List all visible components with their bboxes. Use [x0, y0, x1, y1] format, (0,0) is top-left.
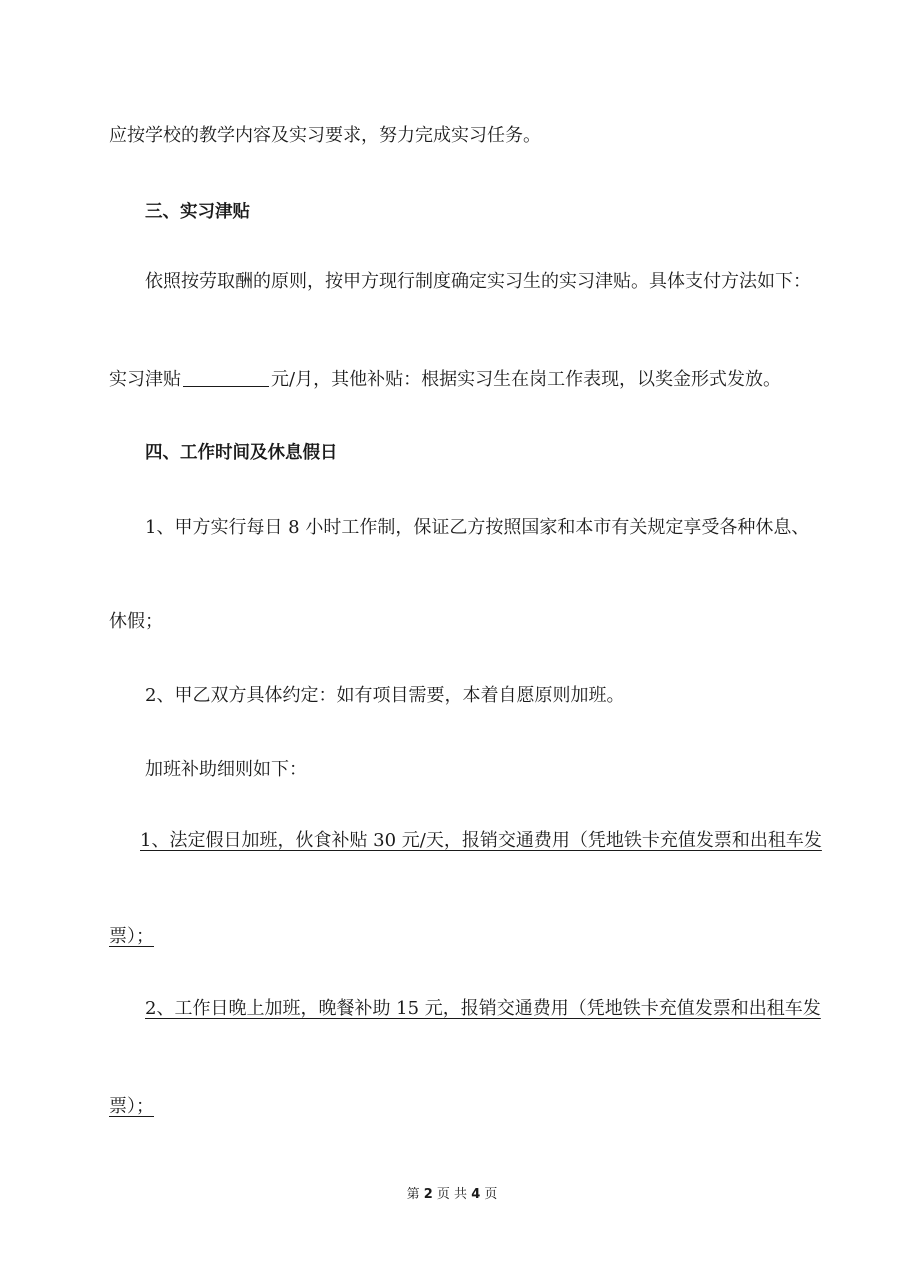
allowance-amount-blank — [183, 368, 269, 387]
paragraph-item1-line1: 1、甲方实行每日 8 小时工作制，保证乙方按照国家和本市有关规定享受各种休息、 — [145, 517, 810, 538]
overtime-rule2-line2: 票）； — [109, 1096, 154, 1117]
overtime-rule2-line1: 2、工作日晚上加班，晚餐补助 15 元，报销交通费用（凭地铁卡充值发票和出租车发 — [145, 998, 821, 1019]
page-footer — [0, 1186, 904, 1204]
footer-prefix: 第 — [406, 1187, 420, 1202]
footer-middle: 页 共 — [436, 1187, 468, 1202]
footer-total-pages: 4 — [471, 1187, 481, 1202]
allowance-rest: 元/月，其他补贴：根据实习生在岗工作表现，以奖金形式发放。 — [271, 369, 782, 390]
paragraph-internship-task: 应按学校的教学内容及实习要求，努力完成实习任务。 — [109, 125, 541, 146]
section-heading-worktime: 四、工作时间及休息假日 — [145, 443, 338, 463]
section-heading-allowance: 三、实习津贴 — [145, 202, 250, 222]
overtime-rule1-line1: 1、法定假日加班，伙食补贴 30 元/天，报销交通费用（凭地铁卡充值发票和出租车发 — [140, 830, 822, 851]
paragraph-item2: 2、甲乙双方具体约定：如有项目需要，本着自愿原则加班。 — [145, 685, 625, 706]
paragraph-allowance-amount — [109, 368, 781, 392]
paragraph-overtime-intro: 加班补助细则如下： — [145, 759, 307, 780]
paragraph-item1-line2: 休假； — [109, 611, 163, 632]
paragraph-allowance-principle: 依照按劳取酬的原则，按甲方现行制度确定实习生的实习津贴。具体支付方法如下： — [145, 271, 811, 292]
footer-suffix: 页 — [484, 1187, 498, 1202]
allowance-label: 实习津贴 — [109, 369, 181, 390]
overtime-rule1-line2: 票）； — [109, 926, 154, 947]
footer-page-number: 2 — [423, 1187, 433, 1202]
